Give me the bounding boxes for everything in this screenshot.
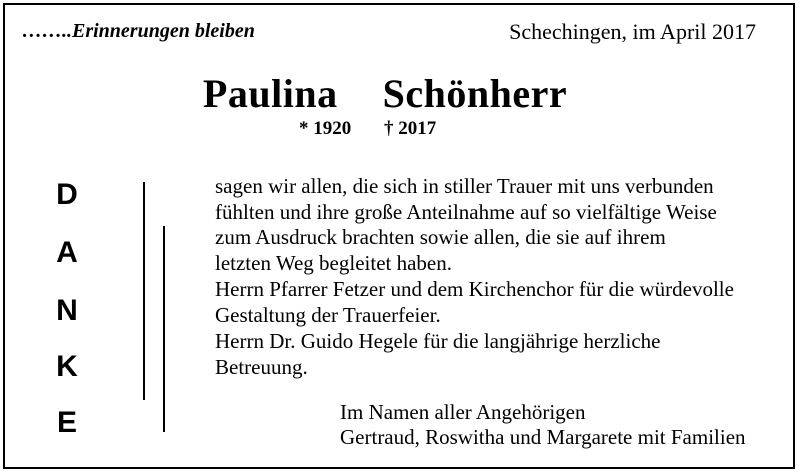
danke-letter-n: N: [56, 294, 78, 327]
signature-line-family: Im Namen aller Angehörigen: [340, 400, 586, 424]
danke-letter-d: D: [56, 178, 78, 211]
text-line: sagen wir allen, die sich in stiller Trauer mit uns verbunden: [215, 174, 714, 198]
paragraph-thanks-pastor: [215, 277, 795, 328]
paragraph-thanks-doctor: [215, 329, 795, 380]
decorative-line-left: [143, 182, 145, 400]
text-line: fühlten und ihre große Anteilnahme auf so vielfältige Weise: [215, 199, 717, 224]
place-date: Schechingen, im April 2017: [509, 19, 756, 44]
text-line: Herrn Dr. Guido Hegele für die langjährige herzliche: [215, 329, 661, 353]
signature-line-names: Gertraud, Roswitha und Margarete mit Familien: [340, 425, 746, 449]
text-line: Gestaltung der Trauerfeier.: [215, 302, 441, 327]
decorative-line-right: [163, 226, 165, 432]
deceased-name: Paulina Schönherr: [202, 71, 568, 116]
text-line: Herrn Pfarrer Fetzer und dem Kirchenchor für die würdevolle: [215, 277, 734, 301]
danke-letter-e: E: [56, 406, 77, 439]
motto: ……..Erinnerungen bleiben: [22, 20, 255, 42]
text-line: letzten Weg begleitet haben.: [215, 250, 452, 275]
text-line: zum Ausdruck brachten sowie allen, die sie auf ihrem: [215, 225, 666, 249]
birth-year: * 1920: [299, 118, 352, 139]
thanks-text: [215, 174, 795, 380]
death-year: † 2017: [384, 118, 437, 139]
paragraph-thanks-all: [215, 174, 795, 276]
danke-letter-k: K: [56, 350, 78, 383]
danke-letter-a: A: [56, 236, 78, 269]
text-line: Betreuung.: [215, 354, 308, 379]
signature-block: [340, 400, 746, 450]
